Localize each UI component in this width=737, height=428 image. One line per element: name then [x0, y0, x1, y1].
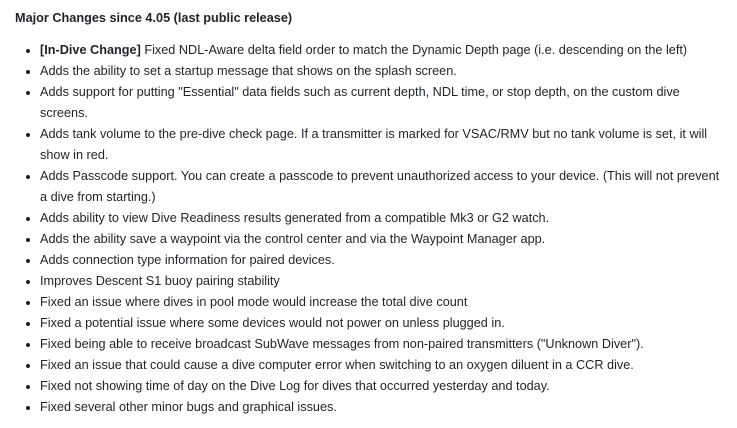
bullet-dot	[26, 175, 30, 179]
item-text-span: Adds connection type information for paired devices.	[40, 253, 335, 267]
bold-label: [In-Dive Change]	[40, 43, 141, 57]
item-text-span: Adds tank volume to the pre-dive check page. If a transmitter is marked for VSAC/RMV but no tank volume is set, it will show in red.	[40, 127, 708, 162]
bullet-dot	[26, 217, 30, 221]
list-item-text	[40, 292, 729, 313]
list-item	[15, 376, 729, 397]
bullet-icon	[15, 166, 40, 208]
bullet-dot	[26, 301, 30, 305]
list-item	[15, 271, 729, 292]
item-text-span: Fixed not showing time of day on the Dive Log for dives that occurred yesterday and today.	[40, 379, 550, 393]
bullet-icon	[15, 355, 40, 376]
list-item	[15, 229, 729, 250]
list-item-text	[40, 40, 729, 61]
bullet-dot	[26, 343, 30, 347]
list-item	[15, 313, 729, 334]
item-text-span: Fixed an issue that could cause a dive computer error when switching to an oxygen diluent in a CCR dive.	[40, 358, 634, 372]
list-item-text	[40, 313, 729, 334]
bullet-icon	[15, 397, 40, 418]
item-text-span: Adds support for putting "Essential" data fields such as current depth, NDL time, or stop depth, on the custom dive screens.	[40, 85, 680, 120]
list-item	[15, 166, 729, 208]
list-item	[15, 397, 729, 418]
list-item-text	[40, 229, 729, 250]
list-item-text	[40, 82, 729, 124]
item-text-span: Adds Passcode support. You can create a passcode to prevent unauthorized access to your device. (This will not prevent a dive from starting.)	[40, 169, 720, 204]
item-text-span: Adds the ability save a waypoint via the control center and via the Waypoint Manager app.	[40, 232, 546, 246]
list-item	[15, 124, 729, 166]
bullet-icon	[15, 208, 40, 229]
list-item	[15, 292, 729, 313]
page-heading: Major Changes since 4.05 (last public release)	[15, 11, 293, 25]
list-item-text	[40, 271, 729, 292]
bullet-dot	[26, 322, 30, 326]
bullet-dot	[26, 259, 30, 263]
bullet-dot	[26, 49, 30, 53]
item-text-span: Improves Descent S1 buoy pairing stability	[40, 274, 280, 288]
list-item-text	[40, 61, 729, 82]
item-text-span: Fixed being able to receive broadcast SubWave messages from non-paired transmitters ("Unknown Diver").	[40, 337, 644, 351]
list-item-text	[40, 250, 729, 271]
bullet-icon	[15, 250, 40, 271]
bullet-icon	[15, 82, 40, 124]
bullet-icon	[15, 61, 40, 82]
list-item-text	[40, 376, 729, 397]
list-item-text	[40, 124, 729, 166]
list-item	[15, 355, 729, 376]
bullet-icon	[15, 229, 40, 250]
item-text-span: Fixed NDL-Aware delta field order to match the Dynamic Depth page (i.e. descending on the left)	[140, 43, 688, 57]
bullet-dot	[26, 238, 30, 242]
item-text-span: Adds ability to view Dive Readiness results generated from a compatible Mk3 or G2 watch.	[40, 211, 550, 225]
list-item-text	[40, 334, 729, 355]
bullet-icon	[15, 271, 40, 292]
item-text-span: Adds the ability to set a startup message that shows on the splash screen.	[40, 64, 457, 78]
item-text-span: Fixed an issue where dives in pool mode would increase the total dive count	[40, 295, 468, 309]
changes-list	[15, 40, 729, 418]
list-item	[15, 208, 729, 229]
list-item	[15, 334, 729, 355]
list-item-text	[40, 397, 729, 418]
bullet-icon	[15, 334, 40, 355]
list-item	[15, 61, 729, 82]
bullet-dot	[26, 385, 30, 389]
list-item-text	[40, 208, 729, 229]
bullet-icon	[15, 292, 40, 313]
bullet-dot	[26, 364, 30, 368]
list-item	[15, 82, 729, 124]
item-text-span: Fixed a potential issue where some devices would not power on unless plugged in.	[40, 316, 505, 330]
bullet-dot	[26, 70, 30, 74]
bullet-icon	[15, 124, 40, 166]
list-item-text	[40, 355, 729, 376]
list-item-text	[40, 166, 729, 208]
bullet-dot	[26, 133, 30, 137]
list-item	[15, 250, 729, 271]
bullet-dot	[26, 406, 30, 410]
bullet-icon	[15, 40, 40, 61]
bullet-dot	[26, 91, 30, 95]
bullet-icon	[15, 313, 40, 334]
bullet-icon	[15, 376, 40, 397]
item-text-span: Fixed several other minor bugs and graphical issues.	[40, 400, 337, 414]
list-item	[15, 40, 729, 61]
bullet-dot	[26, 280, 30, 284]
